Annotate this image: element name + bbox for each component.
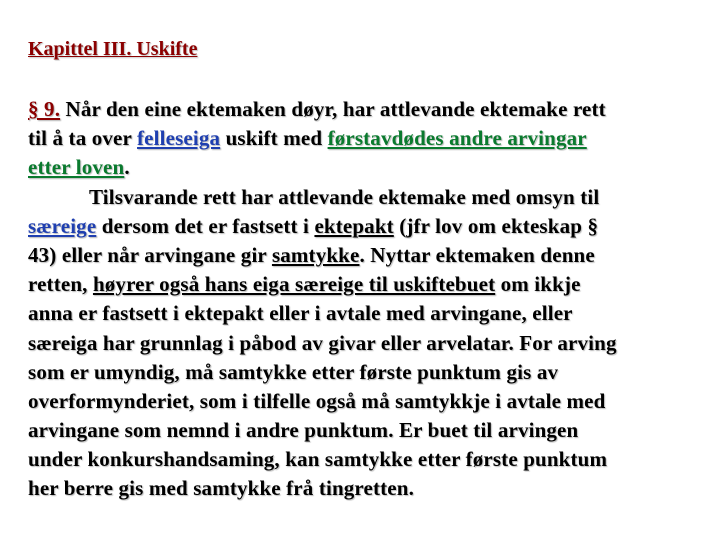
text-line-7 <box>28 270 696 299</box>
line-text: . Nyttar ektemaken denne <box>359 242 595 267</box>
link-samtykke[interactable]: samtykke <box>271 242 360 267</box>
line-text: (jfr lov om ekteskap § <box>393 213 599 238</box>
text-line-1 <box>28 95 696 124</box>
text-line-11: overformynderiet, som i tilfelle også må samtykkje i avtale med <box>28 388 606 413</box>
line-text: til å ta over <box>28 126 138 151</box>
text-line-6 <box>28 241 696 270</box>
text-line-13: under konkurshandsaming, kan samtykke etter første punktum <box>28 447 608 472</box>
link-forstavdodes-andre-arvingar[interactable]: førstavdødes andre arvingar <box>327 126 587 151</box>
text-line-9: særeiga har grunnlag i påbod av givar eller arvelatar. For arving <box>28 330 617 355</box>
text-line-2 <box>28 124 696 153</box>
text-line-5 <box>28 212 696 241</box>
link-felleseiga[interactable]: felleseiga <box>137 126 221 151</box>
line-text: Tilsvarande rett har attlevande ektemake med omsyn til <box>89 184 600 209</box>
text-line-8: anna er fastsett i ektepakt eller i avtale med arvingane, eller <box>28 301 573 326</box>
line-text: om ikkje <box>495 272 581 297</box>
section-number: § 9. <box>28 97 61 121</box>
line-text: retten, <box>28 272 93 297</box>
line-text: 43) eller når arvingane gir <box>28 242 272 267</box>
section-body <box>28 95 696 504</box>
link-hoyrer-saereige-uskiftebuet[interactable]: høyrer også hans eiga særeige til uskiftebuet <box>92 272 496 297</box>
link-ektepakt[interactable]: ektepakt <box>314 213 394 238</box>
text-line-4 <box>28 183 696 212</box>
text-line-12: arvingane som nemnd i andre punktum. Er buet til arvingen <box>28 418 579 443</box>
text-line-3 <box>28 153 696 182</box>
line-text: . <box>124 155 130 180</box>
link-saereige[interactable]: særeige <box>28 213 97 238</box>
text-line-14: her berre gis med samtykke frå tingretten. <box>28 476 414 501</box>
link-etter-loven[interactable]: etter loven <box>28 155 125 180</box>
chapter-title: Kapittel III. Uskifte <box>28 38 198 60</box>
line-text: Når den eine ektemaken døyr, har attlevande ektemake rett <box>60 97 606 121</box>
line-text: dersom det er fastsett i <box>96 213 315 238</box>
line-text: uskift med <box>220 126 328 151</box>
text-line-10: som er umyndig, må samtykke etter første punktum gis av <box>28 359 559 384</box>
